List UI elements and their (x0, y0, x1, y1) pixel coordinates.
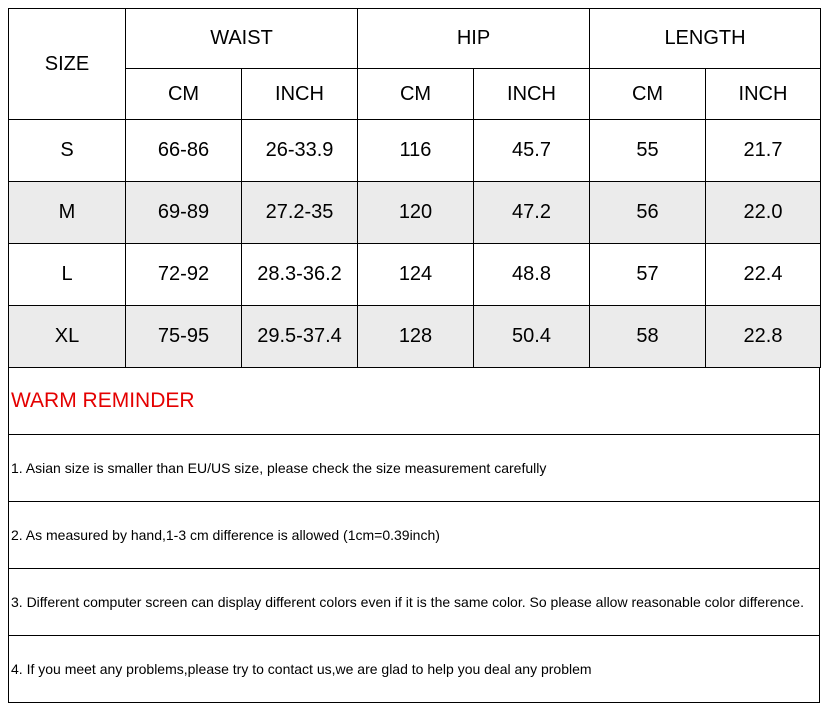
unit-header: INCH (242, 69, 358, 120)
size-table (8, 8, 821, 368)
length-cm-cell: 56 (590, 182, 706, 244)
size-cell: M (9, 182, 126, 244)
size-cell: XL (9, 306, 126, 368)
unit-header: CM (126, 69, 242, 120)
size-cell: S (9, 120, 126, 182)
header-row-groups (9, 9, 821, 69)
length-inch-cell: 22.4 (706, 244, 821, 306)
table-row (9, 244, 821, 306)
waist-cm-cell: 75-95 (126, 306, 242, 368)
table-row (9, 120, 821, 182)
reminder-note: 2. As measured by hand,1-3 cm difference is allowed (1cm=0.39inch) (9, 502, 820, 569)
waist-inch-cell: 26-33.9 (242, 120, 358, 182)
table-row (9, 306, 821, 368)
waist-inch-cell: 27.2-35 (242, 182, 358, 244)
waist-cm-cell: 69-89 (126, 182, 242, 244)
waist-inch-cell: 28.3-36.2 (242, 244, 358, 306)
hip-inch-cell: 47.2 (474, 182, 590, 244)
reminder-note: 4. If you meet any problems,please try to contact us,we are glad to help you deal any problem (9, 636, 820, 703)
hip-header: HIP (358, 9, 590, 69)
reminder-note: 3. Different computer screen can display different colors even if it is the same color. So please allow reasonable color difference. (9, 569, 820, 636)
size-chart-document (8, 8, 820, 703)
length-inch-cell: 22.8 (706, 306, 821, 368)
reminder-note-row (9, 502, 820, 569)
hip-cm-cell: 116 (358, 120, 474, 182)
hip-cm-cell: 124 (358, 244, 474, 306)
reminder-table (8, 367, 820, 703)
waist-inch-cell: 29.5-37.4 (242, 306, 358, 368)
waist-cm-cell: 72-92 (126, 244, 242, 306)
length-inch-cell: 21.7 (706, 120, 821, 182)
header-row-units (9, 69, 821, 120)
reminder-note-row (9, 435, 820, 502)
table-row (9, 182, 821, 244)
reminder-note-row (9, 636, 820, 703)
reminder-title: WARM REMINDER (9, 368, 820, 435)
waist-cm-cell: 66-86 (126, 120, 242, 182)
unit-header: CM (358, 69, 474, 120)
hip-cm-cell: 128 (358, 306, 474, 368)
length-inch-cell: 22.0 (706, 182, 821, 244)
unit-header: CM (590, 69, 706, 120)
length-cm-cell: 58 (590, 306, 706, 368)
hip-inch-cell: 48.8 (474, 244, 590, 306)
hip-inch-cell: 50.4 (474, 306, 590, 368)
unit-header: INCH (474, 69, 590, 120)
reminder-note: 1. Asian size is smaller than EU/US size, please check the size measurement carefully (9, 435, 820, 502)
size-cell: L (9, 244, 126, 306)
reminder-title-row (9, 368, 820, 435)
reminder-note-row (9, 569, 820, 636)
length-cm-cell: 55 (590, 120, 706, 182)
length-cm-cell: 57 (590, 244, 706, 306)
waist-header: WAIST (126, 9, 358, 69)
unit-header: INCH (706, 69, 821, 120)
length-header: LENGTH (590, 9, 821, 69)
hip-cm-cell: 120 (358, 182, 474, 244)
hip-inch-cell: 45.7 (474, 120, 590, 182)
size-header: SIZE (9, 9, 126, 120)
